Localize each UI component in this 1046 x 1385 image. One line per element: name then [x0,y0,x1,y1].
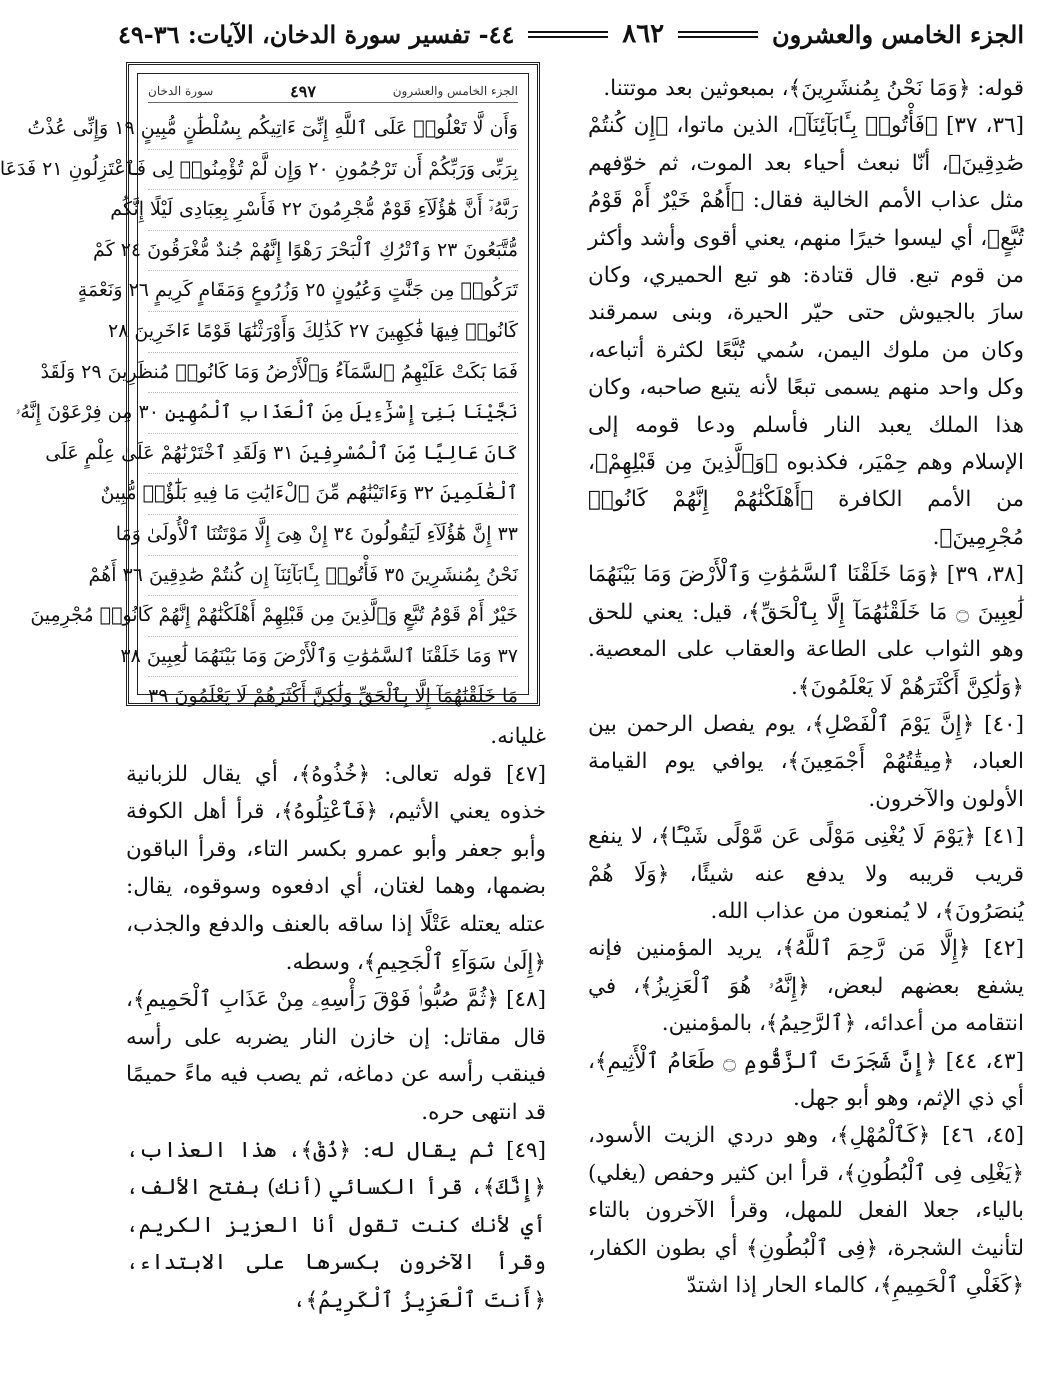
header-rule [678,31,758,38]
mushaf-line: بِرَبِّى وَرَبِّكُمْ أَن تَرْجُمُونِ ٢٠ وَإِن لَّمْ تُؤْمِنُوا۟ لِى فَٱعْتَزِلُونِ ٢١ فَدَعَا [148,150,518,191]
commentary-paragraph: [٤٣، ٤٤] ﴿إِنَّ شَجَرَتَ ٱلزَّقُّومِ ۝ طَعَامُ ٱلْأَثِيمِ﴾، أي ذي الإثم، وهو أبو جهل. [588,1048,1024,1111]
mushaf-page-box [0,62,540,708]
mushaf-page-number: ٤٩٧ [290,81,316,101]
commentary-paragraph: [٤٨] ﴿ثُمَّ صُبُّوا۟ فَوْقَ رَأْسِهِۦ مِنْ عَذَابِ ٱلْحَمِيمِ﴾، قال مقاتل: إن خازن النار يضربه على رأسه فينقب رأسه عن دماغه، ثم يصب فيه ماءً حميمًا قد انتهى حره. [126,987,546,1125]
commentary-paragraph: قوله: ﴿وَمَا نَحْنُ بِمُنشَرِينَ﴾، بمبعوثين بعد موتتنا. [603,76,1024,101]
mushaf-line: ٱلْعَٰلَمِينَ ٣٢ وَءَاتَيْنَٰهُم مِّنَ ٱلْءَايَٰتِ مَا فِيهِ بَلَٰٓؤٌا۟ مُّبِينٌ [148,474,518,515]
commentary-paragraph: [٤١] ﴿يَوْمَ لَا يُغْنِى مَوْلًى عَن مَّوْلًى شَيْـًٔا﴾، لا ينفع قريب قريبه ولا يدفع عنه شيئًا، ﴿وَلَا هُمْ يُنصَرُونَ﴾، لا يُمنعون من عذاب الله. [588,824,1024,924]
mushaf-header [148,80,518,103]
right-column-commentary [588,70,1024,1304]
mushaf-lines [0,109,518,717]
part-title: الجزء الخامس والعشرون [772,19,1024,49]
page-header [118,14,1024,54]
mushaf-line: كَانَ عَالِيًا مِّنَ ٱلْمُسْرِفِينَ ٣١ وَلَقَدِ ٱخْتَرْنَٰهُمْ عَلَىٰ عِلْمٍ عَلَى [148,434,518,475]
commentary-paragraph: [٤٢] ﴿إِلَّا مَن رَّحِمَ ٱللَّهُ﴾، يريد المؤمنين فإنه يشفع بعضهم لبعض، ﴿إِنَّهُۥ هُوَ ٱلْعَزِيزُ﴾، في انتقامه من أعدائه، ﴿ٱلرَّحِيمُ﴾، بالمؤمنين. [588,936,1024,1037]
left-column-commentary [126,718,546,1320]
header-rule [528,31,608,38]
mushaf-line: مُّتَّبَعُونَ ٢٣ وَٱتْرُكِ ٱلْبَحْرَ رَهْوًا إِنَّهُمْ جُندٌ مُّغْرَقُونَ ٢٤ كَمْ [148,231,518,272]
mushaf-line: مَا خَلَقْنَٰهُمَآ إِلَّا بِٱلْحَقِّ وَلَٰكِنَّ أَكْثَرَهُمْ لَا يَعْلَمُونَ ٣٩ [148,685,518,708]
mushaf-line: تَرَكُوا۟ مِن جَنَّٰتٍ وَعُيُونٍ ٢٥ وَزُرُوعٍ وَمَقَامٍ كَرِيمٍ ٢٦ وَنَعْمَةٍ [148,271,518,312]
commentary-paragraph: [٤٠] ﴿إِنَّ يَوْمَ ٱلْفَصْلِ﴾، يوم يفصل الرحمن بين العباد، ﴿مِيقَٰتُهُمْ أَجْمَعِينَ﴾، يوافي يوم القيامة الأولون والآخرون. [588,711,1024,812]
commentary-paragraph: [٤٥، ٤٦] ﴿كَٱلْمُهْلِ﴾، وهو دردي الزيت الأسود، ﴿يَغْلِى فِى ٱلْبُطُونِ﴾، قرأ ابن كثير وحفص (يغلي) بالياء، جعلا الفعل للمهل، وقرأ الآخرون بالتاء لتأنيث الشجرة، ﴿فِى ٱلْبُطُونِ﴾ أي بطون الكفار، ﴿كَغَلْىِ ٱلْحَمِيمِ﴾، كالماء الحار إذا اشتدّ [588,1123,1024,1298]
commentary-paragraph: [٤٧] قوله تعالى: ﴿خُذُوهُ﴾، أي يقال للزبانية خذوه يعني الأثيم، ﴿فَٱعْتِلُوهُ﴾، قرأ أهل الكوفة وأبو جعفر وأبو عمرو بكسر التاء، وقرأ الباقون بضمها، وهما لغتان، أي ادفعوه وسوقوه، يقال: عتله يعتله عَتْلًا إذا ساقه بالعنف والدفع والجذب، ﴿إِلَىٰ سَوَآءِ ٱلْجَحِيمِ﴾، وسطه. [126,761,546,975]
commentary-paragraph: [٣٨، ٣٩] ﴿وَمَا خَلَقْنَا ٱلسَّمَٰوَٰتِ وَٱلْأَرْضَ وَمَا بَيْنَهُمَا لَٰعِبِينَ ۝ مَا خَلَقْنَٰهُمَآ إِلَّا بِٱلْحَقِّ﴾، قيل: يعني للحق وهو الثواب على الطاعة والعقاب على المعصية. ﴿وَلَٰكِنَّ أَكْثَرَهُمْ لَا يَعْلَمُونَ﴾. [588,562,1024,700]
mushaf-line: وَأَن لَّا تَعْلُوا۟ عَلَى ٱللَّهِ إِنِّىٓ ءَاتِيكُم بِسُلْطَٰنٍ مُّبِينٍ ١٩ وَإِنِّى عُذْتُ [148,109,518,150]
mushaf-surah-label: سورة الدخان [148,84,214,98]
commentary-paragraph: [٤٩] ثم يقال له: ﴿ذُقْ﴾، هذا العذاب، ﴿إِنَّكَ﴾، قرأ الكسائي (أنك) بفتح الألف، أي لأنك كنت تقول أنا العزيز الكريم، وقرأ الآخرون بكسرها على الابتداء، ﴿أَنتَ ٱلْعَزِيزُ ٱلْكَرِيمُ﴾، [126,1137,546,1313]
mushaf-juz-label: الجزء الخامس والعشرون [392,84,518,98]
mushaf-line: نَجَّيْنَا بَنِىٓ إِسْرَٰٓءِيلَ مِنَ ٱلْعَذَابِ ٱلْمُهِينِ ٣٠ مِن فِرْعَوْنَ إِنَّهُۥ [148,393,518,434]
mushaf-line: نَحْنُ بِمُنشَرِينَ ٣٥ فَأْتُوا۟ بِـَٔابَآئِنَآ إِن كُنتُمْ صَٰدِقِينَ ٣٦ أَهُمْ [148,556,518,597]
mushaf-line: ٣٧ وَمَا خَلَقْنَا ٱلسَّمَٰوَٰتِ وَٱلْأَرْضَ وَمَا بَيْنَهُمَا لَٰعِبِينَ ٣٨ [148,637,518,678]
commentary-paragraph: غليانه. [490,724,546,749]
commentary-paragraph: [٣٦، ٣٧] ﴿فَأْتُوا۟ بِـَٔابَآئِنَآ﴾، الذين ماتوا، ﴿إِن كُنتُمْ صَٰدِقِينَ﴾، أنّا نبعث أحياء بعد الموت، ثم خوّفهم مثل عذاب الأمم الخالية فقال: ﴿أَهُمْ خَيْرٌ أَمْ قَوْمُ تُبَّعٍ﴾، أي ليسوا خيرًا منهم، يعني أقوى وأشد وأكثر من قوم تبع. قال قتادة: هو تبع الحميري، وكان سارَ بالجيوش حتى حيّر الحيرة، وبنى سمرقند وكان من ملوك اليمن، سُمي تُبَّعًا لكثرة أتباعه، وكل واحد منهم يسمى تبعًا لأنه يتبع صاحبه، وكان هذا الملك يعبد النار فأسلم ودعا قومه إلى الإسلام وهم حِمْيَر، فكذبوه ﴿وَٱلَّذِينَ مِن قَبْلِهِمْ﴾، من الأمم الكافرة ﴿أَهْلَكْنَٰهُمْ إِنَّهُمْ كَانُوا۟ مُجْرِمِينَ﴾. [588,113,1024,550]
mushaf-line: فَمَا بَكَتْ عَلَيْهِمُ ٱلسَّمَآءُ وَٱلْأَرْضُ وَمَا كَانُوا۟ مُنظَرِينَ ٢٩ وَلَقَدْ [148,353,518,394]
page-number: ٨٦٢ [622,19,665,49]
mushaf-line: كَانُوا۟ فِيهَا فَٰكِهِينَ ٢٧ كَذَٰلِكَ وَأَوْرَثْنَٰهَا قَوْمًا ءَاخَرِينَ ٢٨ [148,312,518,353]
mushaf-line: ٣٣ إِنَّ هَٰٓؤُلَآءِ لَيَقُولُونَ ٣٤ إِنْ هِىَ إِلَّا مَوْتَتُنَا ٱلْأُولَىٰ وَمَا [148,515,518,556]
mushaf-line: خَيْرٌ أَمْ قَوْمُ تُبَّعٍ وَٱلَّذِينَ مِن قَبْلِهِمْ أَهْلَكْنَٰهُمْ إِنَّهُمْ كَانُوا۟ مُجْرِمِينَ [148,596,518,637]
mushaf-line: رَبَّهُۥٓ أَنَّ هَٰٓؤُلَآءِ قَوْمٌ مُّجْرِمُونَ ٢٢ فَأَسْرِ بِعِبَادِى لَيْلًا إِنَّكُم [148,190,518,231]
surah-reference: ٤٤- تفسير سورة الدخان، الآيات: ٣٦-٤٩ [118,19,515,49]
